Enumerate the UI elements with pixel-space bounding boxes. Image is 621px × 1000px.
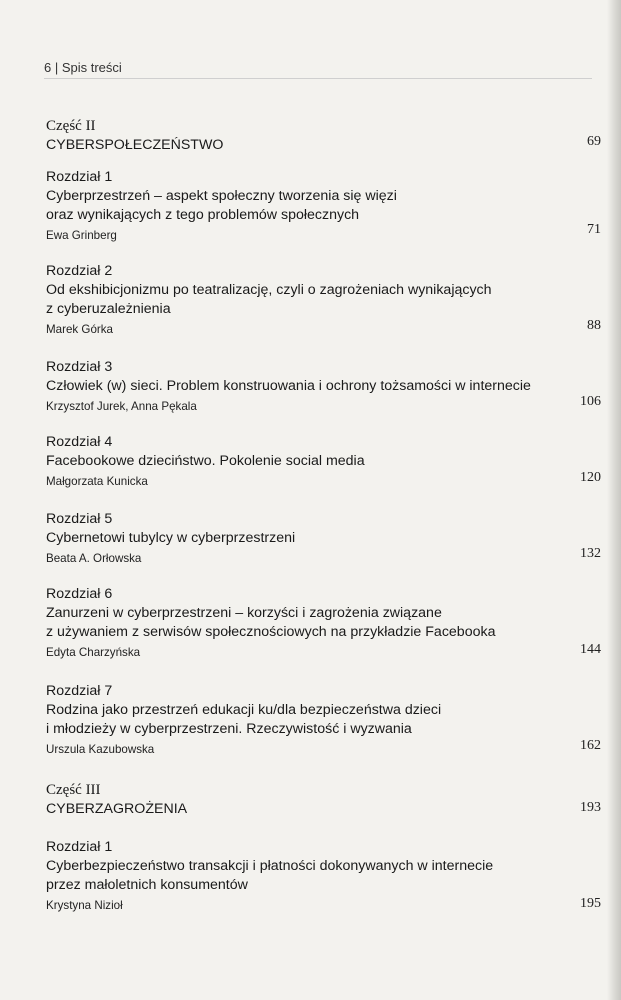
entry-title-line: Cybernetowi tubylcy w cyberprzestrzeni <box>46 530 296 546</box>
page-number: 69 <box>587 134 601 149</box>
entry-title-line: CYBERZAGROŻENIA <box>46 801 188 817</box>
toc-entry-chapter <box>46 585 596 661</box>
entry-author: Małgorzata Kunicka <box>46 475 148 488</box>
entry-label: Rozdział 4 <box>46 434 113 450</box>
toc-entry-chapter <box>46 433 596 490</box>
toc-entry-chapter <box>46 838 596 914</box>
entry-label: Rozdział 7 <box>46 683 113 699</box>
entry-label: Rozdział 1 <box>46 169 113 185</box>
entry-title-line: CYBERSPOŁECZEŃSTWO <box>46 137 224 153</box>
toc-entry-chapter <box>46 168 596 244</box>
entry-label: Część III <box>46 782 101 798</box>
page-number: 162 <box>580 738 601 753</box>
entry-label: Rozdział 5 <box>46 511 113 527</box>
page-number: 120 <box>580 470 601 485</box>
entry-author: Krzysztof Jurek, Anna Pękala <box>46 400 197 413</box>
page-number: 193 <box>580 800 601 815</box>
entry-label: Rozdział 2 <box>46 263 113 279</box>
page-number: 132 <box>580 546 601 561</box>
entry-author: Edyta Charzyńska <box>46 646 141 659</box>
entry-title-line: Cyberbezpieczeństwo transakcji i płatności dokonywanych w internecie <box>46 858 494 874</box>
entry-title-line: Zanurzeni w cyberprzestrzeni – korzyści i zagrożenia związane <box>46 605 442 621</box>
entry-author: Urszula Kazubowska <box>46 743 155 756</box>
entry-title-line: Człowiek (w) sieci. Problem konstruowania i ochrony tożsamości w internecie <box>46 378 531 394</box>
entry-author: Beata A. Orłowska <box>46 552 142 565</box>
entry-label: Rozdział 3 <box>46 359 113 375</box>
page-number: 144 <box>580 642 601 657</box>
page-number: 88 <box>587 318 601 333</box>
entry-author: Krystyna Nizioł <box>46 899 123 912</box>
entry-title-line: Od ekshibicjonizmu po teatralizację, czyli o zagrożeniach wynikających <box>46 282 492 298</box>
toc-entry-chapter <box>46 262 596 338</box>
entry-title-line: Facebookowe dzieciństwo. Pokolenie social media <box>46 453 365 469</box>
toc-entry-part-3 <box>46 780 596 819</box>
entry-label: Rozdział 1 <box>46 839 113 855</box>
entry-title-line: z używaniem z serwisów społecznościowych na przykładzie Facebooka <box>46 624 496 640</box>
entry-title-line: z cyberuzależnienia <box>46 301 171 317</box>
entry-author: Marek Górka <box>46 323 114 336</box>
entry-title-line: Rodzina jako przestrzeń edukacji ku/dla bezpieczeństwa dzieci <box>46 702 442 718</box>
page-number: 106 <box>580 394 601 409</box>
toc-entry-chapter <box>46 510 596 567</box>
entry-label: Część II <box>46 118 96 134</box>
entry-title-line: Cyberprzestrzeń – aspekt społeczny tworzenia się więzi <box>46 188 397 204</box>
entry-label: Rozdział 6 <box>46 586 113 602</box>
entry-title-line: przez małoletnich konsumentów <box>46 877 248 893</box>
page-number: 71 <box>587 222 601 237</box>
toc-entry-chapter <box>46 358 596 415</box>
entry-title-line: i młodzieży w cyberprzestrzeni. Rzeczywistość i wyzwania <box>46 721 412 737</box>
toc-entry-chapter <box>46 682 596 758</box>
running-head: 6 | Spis treści <box>44 60 122 75</box>
toc-entry-part-2 <box>46 116 596 155</box>
entry-title-line: oraz wynikających z tego problemów społecznych <box>46 207 360 223</box>
page-number: 195 <box>580 896 601 911</box>
entry-author: Ewa Grinberg <box>46 229 117 242</box>
